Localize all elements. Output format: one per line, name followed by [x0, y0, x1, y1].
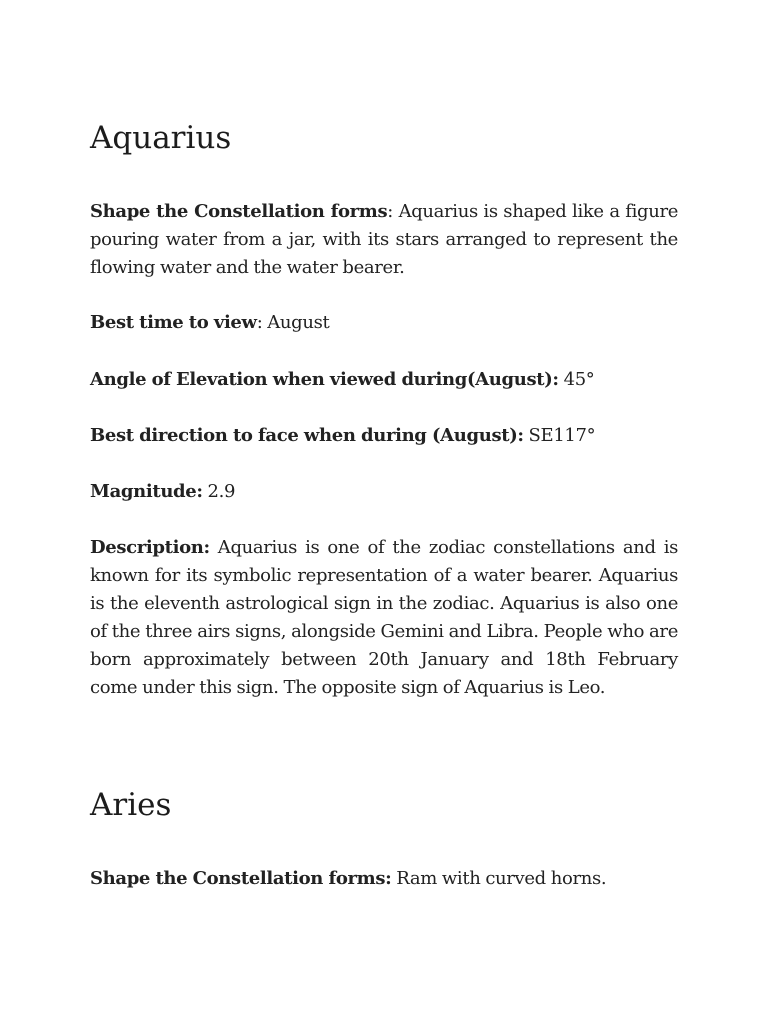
shape-paragraph: [90, 198, 678, 282]
best-time-paragraph: [90, 309, 678, 337]
direction-text: SE117°: [523, 425, 596, 446]
elevation-angle-label: Angle of Elevation when viewed during(August):: [90, 369, 559, 390]
magnitude-label: Magnitude:: [90, 481, 203, 502]
best-time-label: Best time to view: [90, 312, 257, 333]
elevation-angle-paragraph: [90, 366, 678, 394]
direction-paragraph: [90, 422, 678, 450]
best-time-text: : August: [256, 312, 330, 333]
elevation-angle-text: 45°: [558, 369, 595, 390]
section-heading-aquarius: Aquarius: [90, 120, 232, 156]
magnitude-paragraph: [90, 478, 678, 506]
shape-text: : Aquarius is shaped like a figure pouring water from a jar, with its stars arranged to represent the flowing water and the water bearer.: [90, 201, 678, 278]
section-heading-aries: Aries: [90, 787, 172, 823]
description-label: Description:: [90, 537, 210, 558]
aries-shape-text: Ram with curved horns.: [391, 868, 607, 889]
direction-label: Best direction to face when during (August):: [90, 425, 524, 446]
aries-shape-paragraph: [90, 865, 678, 893]
description-paragraph: [90, 534, 678, 702]
aries-shape-label: Shape the Constellation forms:: [90, 868, 392, 889]
magnitude-text: 2.9: [202, 481, 236, 502]
description-text: Aquarius is one of the zodiac constellations and is known for its symbolic representation of a water bearer. Aquarius is the eleventh astrological sign in the zodiac. Aquarius is also one of the three airs signs, alongside Gemini and Libra. People who are born approximately between 20th January and 18th February come under this sign. The opposite sign of Aquarius is Leo.: [90, 537, 678, 698]
shape-label: Shape the Constellation forms: [90, 201, 388, 222]
